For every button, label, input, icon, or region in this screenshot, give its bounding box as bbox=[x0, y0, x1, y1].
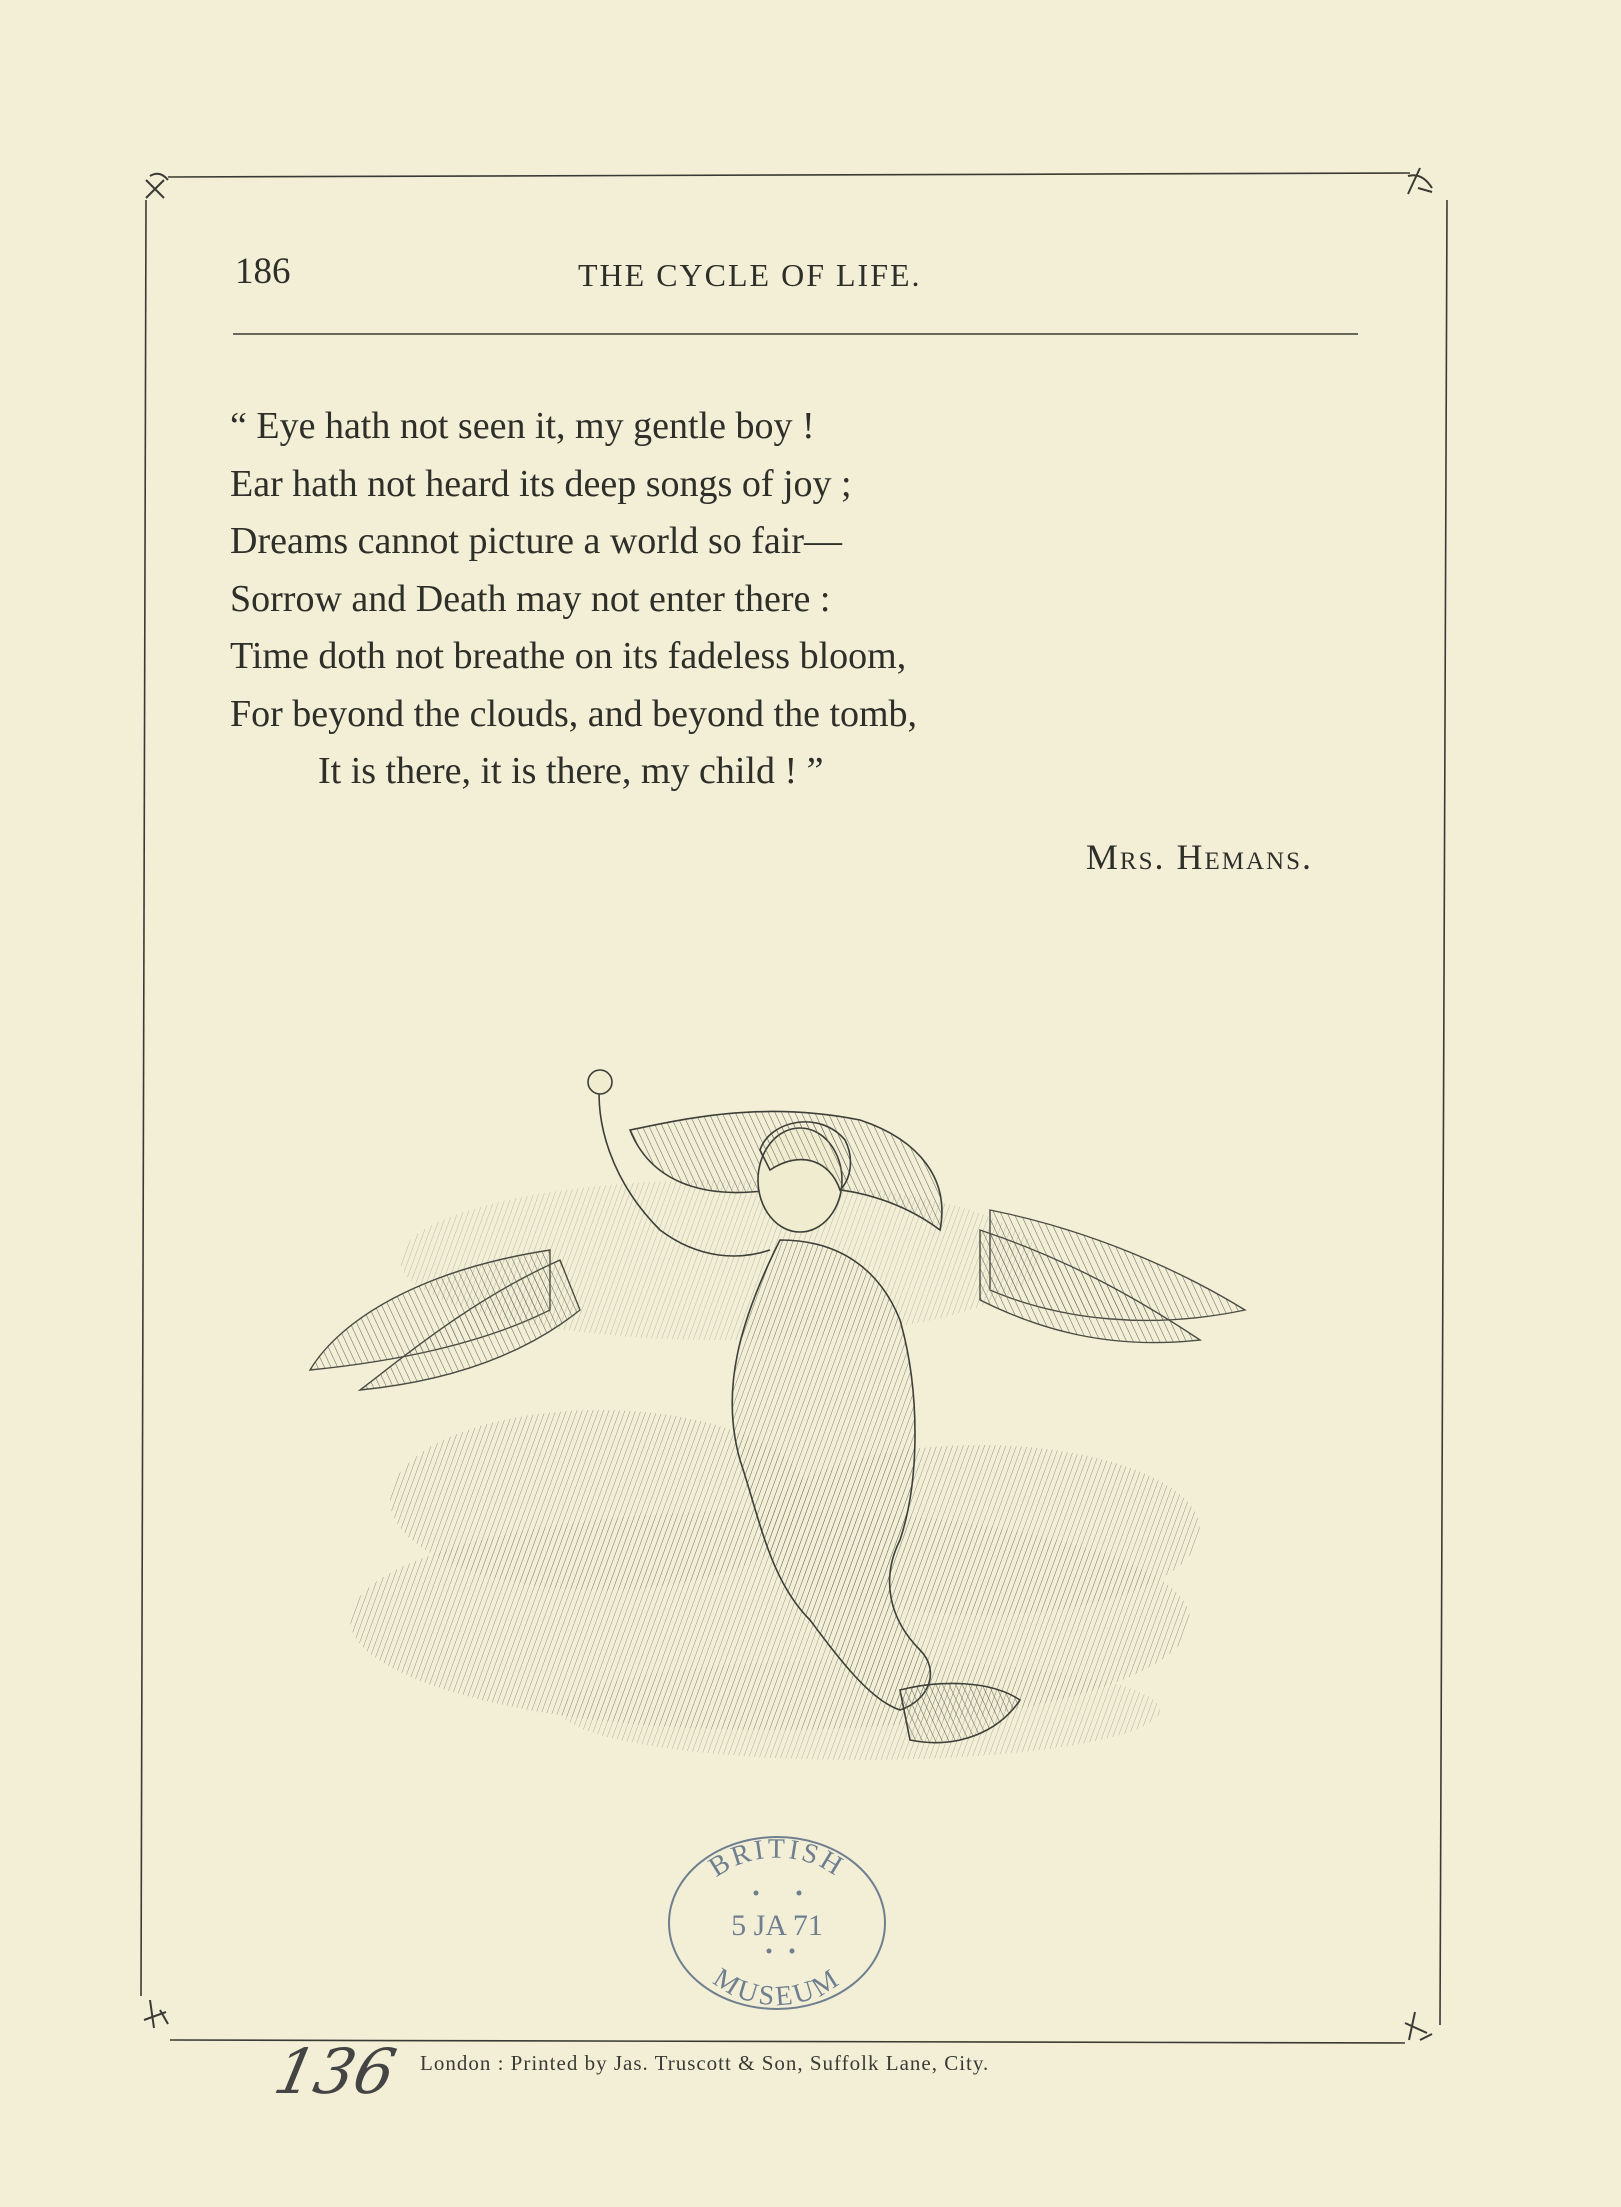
poem-line: Time doth not breathe on its fadeless bloom, bbox=[230, 635, 907, 677]
printer-imprint: London : Printed by Jas. Truscott & Son, Suffolk Lane, City. bbox=[420, 2051, 990, 2075]
poem-line: Dreams cannot picture a world so fair— bbox=[230, 520, 843, 562]
running-title: THE CYCLE OF LIFE. bbox=[578, 257, 922, 293]
poem-author: Mrs. Hemans. bbox=[1085, 837, 1313, 877]
stamp-top-text: BRITISH bbox=[703, 1833, 851, 1884]
stamp-date: 5 JA 71 bbox=[731, 1909, 823, 1942]
stamp-bottom-text: MUSEUM bbox=[707, 1962, 847, 2013]
library-stamp bbox=[664, 1833, 894, 2013]
poem-text bbox=[230, 398, 917, 801]
page-number: 186 bbox=[235, 251, 291, 292]
poem-line: “ Eye hath not seen it, my gentle boy ! bbox=[230, 405, 815, 447]
handwritten-page-number: 136 bbox=[268, 2035, 403, 2108]
poem-line: It is there, it is there, my child ! ” bbox=[318, 750, 824, 792]
poem-line: For beyond the clouds, and beyond the tomb, bbox=[230, 692, 918, 735]
poem-line: Ear hath not heard its deep songs of joy ; bbox=[230, 462, 852, 505]
poem-line: Sorrow and Death may not enter there : bbox=[230, 577, 831, 620]
angel-engraving bbox=[300, 1060, 1270, 1820]
